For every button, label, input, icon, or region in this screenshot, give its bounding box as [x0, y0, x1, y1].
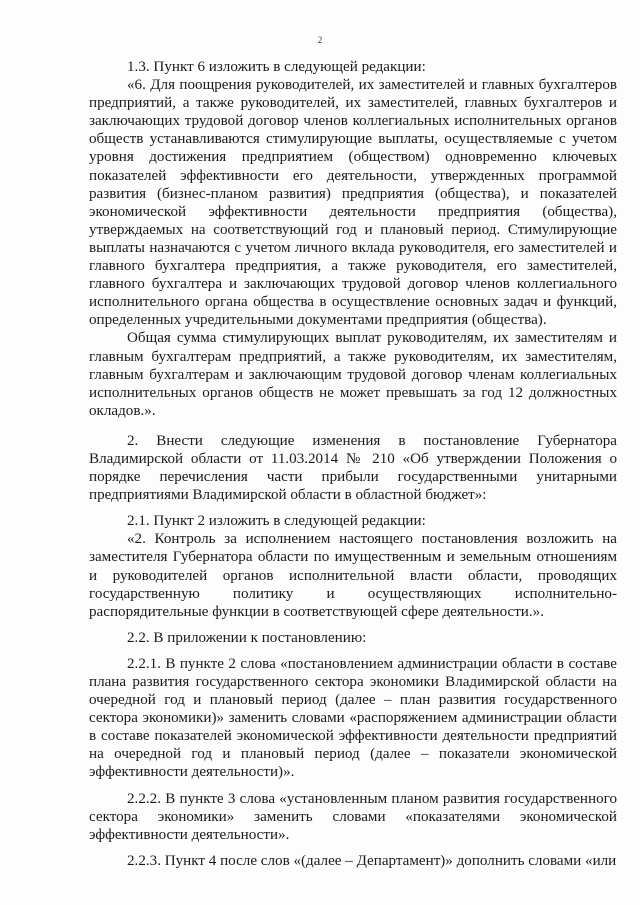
paragraph-2-amendments: 2. Внести следующие изменения в постановление Губернатора Владимирской области от 11.03.2014 № 210 «Об утверждении Положения о порядке перечисления части прибыли государственными унитарными предприятиями Владимирской области в областной бюджет»: — [89, 432, 617, 504]
paragraph-2-2-heading: 2.2. В приложении к постановлению: — [127, 629, 367, 646]
paragraph-1-3-heading: 1.3. Пункт 6 изложить в следующей редакции: — [127, 59, 426, 75]
paragraph-2-2-2: 2.2.2. В пункте 3 слова «установленным планом развития государственного сектора экономики» заменить словами «показателями экономической эффективности деятельности». — [89, 790, 617, 843]
paragraph-2-1-heading: 2.1. Пункт 2 изложить в следующей редакции: — [127, 513, 426, 530]
page-number: 2 — [317, 35, 323, 45]
paragraph-total-bonus: Общая сумма стимулирующих выплат руководителям, их заместителям и главным бухгалтерам предприятий, а также руководителям, их заместителям, главным бухгалтерам и заключающим трудовой договор членам коллегиальных исполнительных органов обществ не может превышать за год 12 должностных окладов.». — [89, 330, 617, 419]
paragraph-2-2-1: 2.2.1. В пункте 2 слова «постановлением администрации области в составе плана развития государственного сектора экономики Владимирской области на очередной год и плановый период (далее – план развития государственного сектора экономики)» заменить словами «распоряжением администрации области в составе показателей экономической эффективности деятельности предприятий на очередной год и плановый период (далее – показатели экономической эффективности деятельности)». — [89, 655, 617, 781]
paragraph-point-6: «6. Для поощрения руководителей, их заместителей и главных бухгалтеров предприятий, а также руководителей, их заместителей, главных бухгалтеров и заключающих трудовой договор членов коллегиальных исполнительных органов обществ устанавливаются стимулирующие выплаты, осуществляемые с учетом уровня достижения предприятием (обществом) одновременно ключевых показателей эффективности его деятельности, утвержденных программой развития (бизнес-планом развития) предприятия (общества), и показателей экономической эффективности деятельности предприятия (общества), утверждаемых на соответствующий год и плановый период. Стимулирующие выплаты назначаются с учетом личного вклада руководителя, его заместителей и главного бухгалтера предприятия, а также руководителя, его заместителей, главного бухгалтера и заключающих трудовой договор членов коллегиального исполнительного органа общества в осуществление основных задач и функций, определенных учредительными документами предприятия (общества). — [89, 77, 617, 329]
paragraph-2-2-3: 2.2.3. Пункт 4 после слов «(далее – Департамент)» дополнить словами «или — [127, 852, 617, 869]
paragraph-2-1-text: «2. Контроль за исполнением настоящего постановления возложить на заместителя Губернатора области по имущественным и земельным отношениям и руководителей органов исполнительной власти области, проводящих государственную политику и осуществляющих исполнительно-распорядительные функции в соответствующей сфере деятельности.». — [89, 531, 617, 620]
document-body — [89, 58, 617, 870]
